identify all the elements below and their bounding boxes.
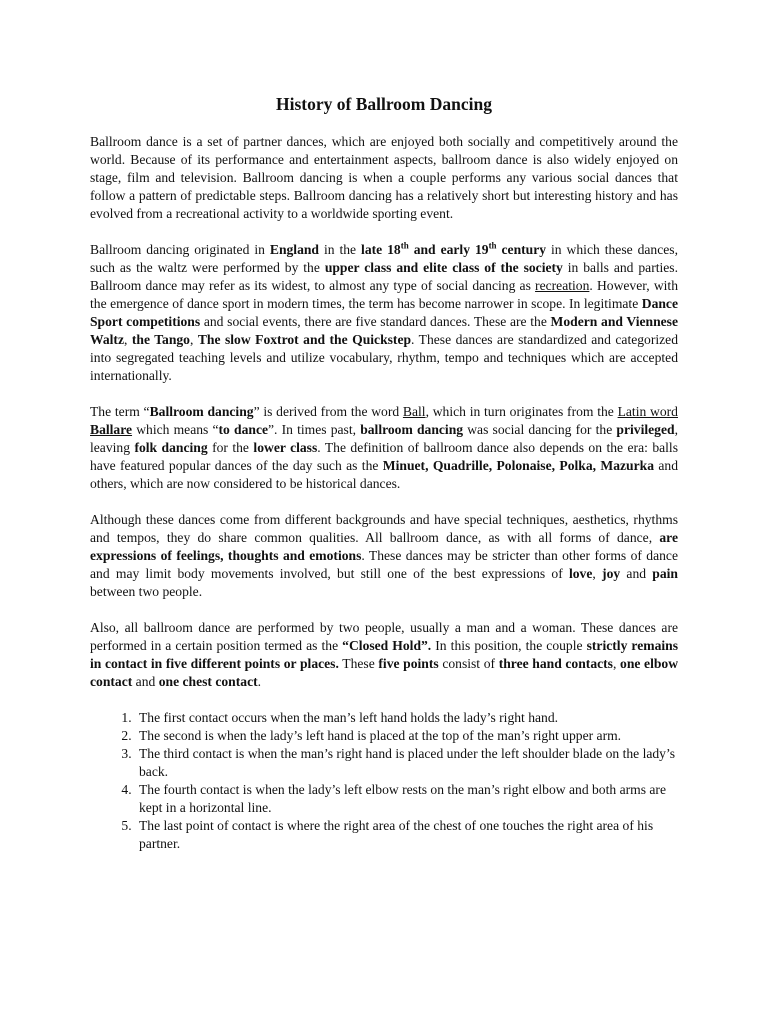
bold-foxtrot: The slow Foxtrot and the Quickstep <box>197 332 412 347</box>
list-item: 3. The third contact is when the man’s right hand is placed under the left shoulder blade on the lady’s back. <box>135 745 678 781</box>
text-run: , <box>612 656 621 671</box>
text-run: and <box>132 674 159 689</box>
text-run: consist of <box>438 656 499 671</box>
list-item: 4. The fourth contact is when the lady’s left elbow rests on the man’s right elbow and both arms are kept in a horizontal line. <box>135 781 678 817</box>
bold-to-dance: to dance <box>218 422 269 437</box>
bold-and-early: and early 19 <box>408 242 489 257</box>
paragraph-origin <box>90 241 678 385</box>
bold-ballroom-dancing: ballroom dancing <box>360 422 464 437</box>
underlined-ball: Ball <box>402 404 426 419</box>
paragraph-closed-hold <box>90 619 678 691</box>
bold-century-phrase <box>361 242 546 257</box>
bold-century: century <box>496 242 547 257</box>
text-run: , leaving <box>90 422 678 455</box>
text-run: Ballroom dance is a set of partner dances, which are enjoyed both socially and competitively around the world. Because of its performance and entertainment aspects, ballroom dance is also widely enjoyed on stage, film and television. Ballroom dancing is when a couple performs any various social dances that follow a pattern of predictable steps. Ballroom dancing has a relatively short but interesting history and has evolved from a recreational activity to a worldwide sporting event. <box>90 134 678 221</box>
bold-five-points-statement: strictly remains in contact in five different points or places. <box>90 638 679 671</box>
text-run: , <box>592 566 603 581</box>
text-run: . However, with the emergence of dance sport in modern times, the term has become narrower in scope. In legitimate <box>90 278 678 311</box>
underlined-latin-word: Latin word <box>617 404 678 419</box>
bold-joy: joy <box>602 566 621 581</box>
text-run: Although these dances come from different backgrounds and have special techniques, aesthetics, rhythms and tempos, they do share common qualities. All ballroom dance, as with all forms of dance, <box>90 512 678 545</box>
text-run: The term “ <box>90 404 150 419</box>
bold-love: love <box>568 566 593 581</box>
page-title: History of Ballroom Dancing <box>276 94 492 114</box>
text-run: Also, all ballroom dance are performed by two people, usually a man and a woman. These dances are performed in a certain position termed as the <box>90 620 678 653</box>
bold-underlined-ballare <box>90 422 132 437</box>
text-run: in the <box>319 242 362 257</box>
list-item: 5. The last point of contact is where the right area of the chest of one touches the right area of his partner. <box>135 817 678 853</box>
list-item: 1. The first contact occurs when the man’s left hand holds the lady’s right hand. <box>135 709 678 727</box>
bold-late: late 18 <box>361 242 401 257</box>
contact-points-list <box>90 709 678 853</box>
text-run: . The definition of ballroom dance also depends on the era: balls have featured popular dances of the day such as the <box>90 440 678 473</box>
bold-waltz: Modern and Viennese Waltz <box>90 314 678 347</box>
bold-tango: the Tango <box>131 332 190 347</box>
text-run: . <box>257 674 262 689</box>
paragraph-intro <box>90 133 678 223</box>
bold-privileged: privileged <box>616 422 675 437</box>
text-run: , which in turn originates from the <box>425 404 618 419</box>
bold-elbow-contact: one elbow contact <box>90 656 679 689</box>
superscript-th: th <box>488 240 497 251</box>
bold-closed-hold: “Closed Hold”. <box>342 638 432 653</box>
bold-five-points: five points <box>378 656 439 671</box>
text-run: for the <box>207 440 254 455</box>
list-item: 2. The second is when the lady’s left hand is placed at the top of the man’s right upper arm. <box>135 727 678 745</box>
text-run: Ballroom dancing originated in <box>90 242 270 257</box>
bold-ballroom-dancing: Ballroom dancing <box>149 404 254 419</box>
text-run: . These dances are standardized and categorized into segregated teaching levels and utilize vocabulary, rhythm, tempo and techniques which are accepted internationally. <box>90 332 679 383</box>
text-run: These <box>338 656 379 671</box>
bold-dance-sport: Dance Sport competitions <box>90 296 678 329</box>
text-run: ”. In times past, <box>268 422 361 437</box>
text-run: was social dancing for the <box>463 422 617 437</box>
text-run: which means “ <box>132 422 219 437</box>
text-run: ” is derived from the word <box>253 404 403 419</box>
paragraph-term <box>90 403 678 493</box>
bold-upper-class: upper class and elite class of the society <box>324 260 563 275</box>
bold-pain: pain <box>652 566 678 581</box>
underlined-ballare: Ballare <box>90 422 133 437</box>
text-run: In this position, the couple <box>431 638 587 653</box>
text-run: in which these dances, such as the waltz were performed by the <box>90 242 678 275</box>
text-run: in balls and parties. Ballroom dance may refer as its widest, to almost any type of social dancing as <box>90 260 678 293</box>
bold-chest-contact: one chest contact <box>158 674 258 689</box>
bold-folk-dancing: folk dancing <box>134 440 208 455</box>
text-run: , <box>189 332 198 347</box>
paragraph-qualities <box>90 511 678 601</box>
document-body <box>90 133 678 853</box>
bold-three-hand-contacts: three hand contacts <box>498 656 613 671</box>
text-run: and others, which are now considered to be historical dances. <box>90 458 678 491</box>
bold-lower-class: lower class <box>253 440 318 455</box>
text-run: and <box>620 566 653 581</box>
text-run: and social events, there are five standard dances. These are the <box>200 314 551 329</box>
superscript-th: th <box>400 240 409 251</box>
bold-historical-dances: Minuet, Quadrille, Polonaise, Polka, Mazurka <box>382 458 654 473</box>
underlined-recreation: recreation <box>535 278 590 293</box>
text-run: , <box>123 332 132 347</box>
text-run: between two people. <box>90 584 203 599</box>
text-run: . These dances may be stricter than other forms of dance and may limit body movements involved, but still one of the best expressions of <box>90 548 678 581</box>
bold-england: England <box>269 242 319 257</box>
bold-expressions: are expressions of feelings, thoughts and emotions <box>90 530 678 563</box>
